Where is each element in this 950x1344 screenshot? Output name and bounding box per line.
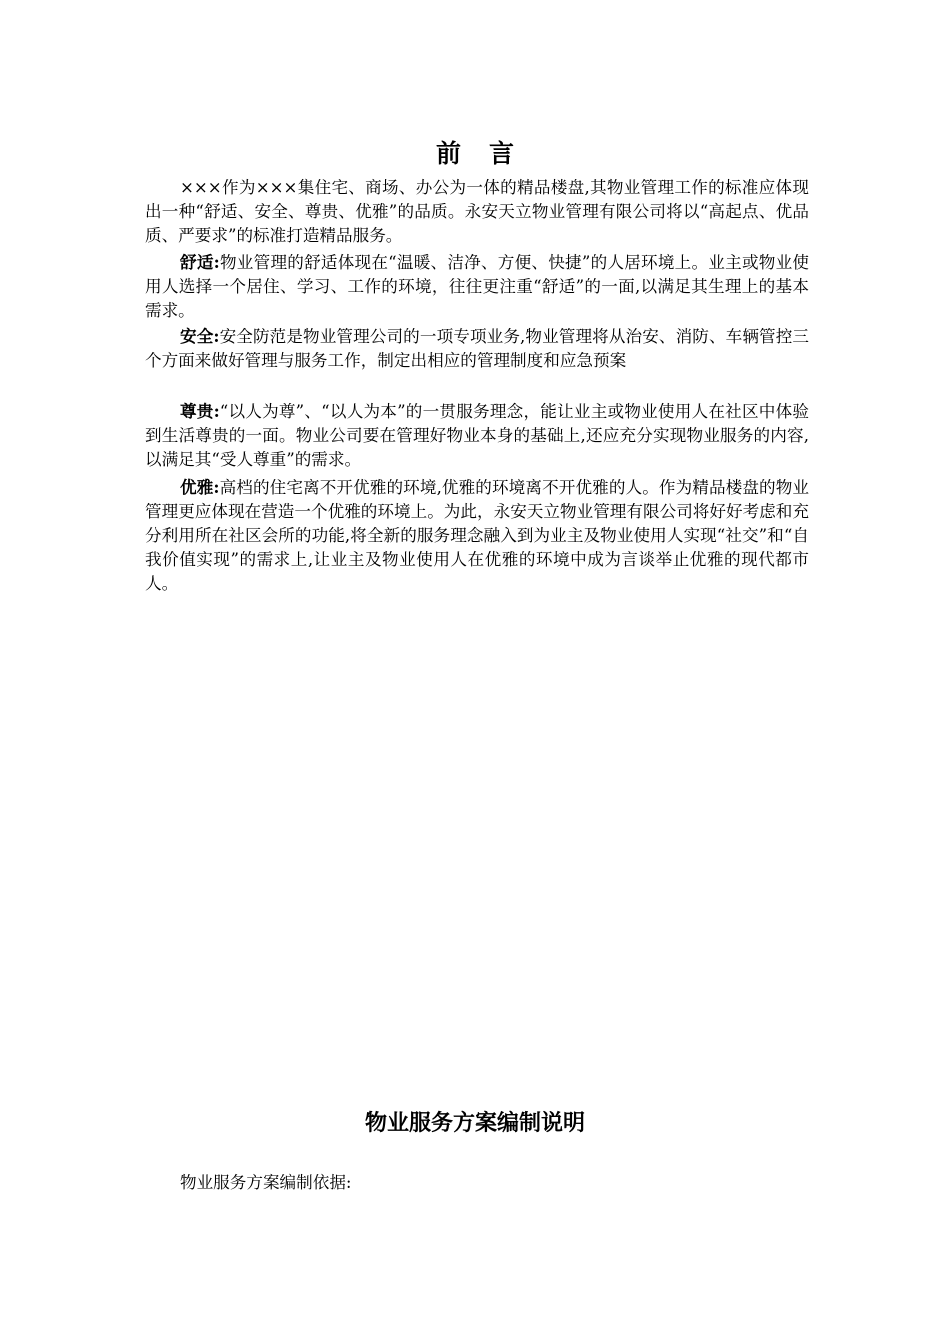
section-elegance: [145, 475, 809, 596]
section-comfort-term: 舒适:: [180, 252, 220, 272]
section-comfort: [145, 250, 809, 323]
section-comfort-paragraph: [145, 250, 809, 323]
preface-title: 前言: [435, 139, 542, 168]
section-safety-paragraph: [145, 324, 809, 373]
section-elegance-paragraph: [145, 475, 809, 596]
preface-intro-block: [145, 176, 809, 248]
section-honor-text: “以人为尊”、“以人为本”的一贯服务理念，能让业主或物业使用人在社区中体验到生活尊贵的一面。物业公司要在管理好物业本身的基础上,还应充分实现物业服务的内容,以满足其“受人尊重”的需求。: [145, 402, 809, 469]
plan-title: 物业服务方案编制说明: [364, 1110, 585, 1136]
plan-basis-block: [145, 1171, 809, 1195]
section-elegance-text: 高档的住宅离不开优雅的环境,优雅的环境离不开优雅的人。作为精品楼盘的物业管理更应体现在营造一个优雅的环境上。为此，永安天立物业管理有限公司将好好考虑和充分利用所在社区会所的功能,将全新的服务理念融入到为业主及物业使用人实现“社交”和“自我价值实现”的需求上,让业主及物业使用人在优雅的环境中成为言谈举止优雅的现代都市人。: [145, 478, 809, 593]
section-safety: [145, 324, 809, 373]
section-safety-term: 安全:: [180, 326, 220, 346]
section-honor-paragraph: [145, 399, 809, 472]
section-honor: [145, 399, 809, 472]
section-comfort-text: 物业管理的舒适体现在“温暖、洁净、方便、快捷”的人居环境上。业主或物业使用人选择一个居住、学习、工作的环境，往往更注重“舒适”的一面,以满足其生理上的基本需求。: [145, 253, 809, 320]
section-safety-text: 安全防范是物业管理公司的一项专项业务,物业管理将从治安、消防、车辆管控三个方面来做好管理与服务工作，制定出相应的管理制度和应急预案: [145, 327, 809, 370]
plan-basis-label: 物业服务方案编制依据:: [180, 1173, 352, 1192]
section-elegance-term: 优雅:: [180, 477, 220, 497]
section-honor-term: 尊贵:: [180, 401, 220, 421]
preface-intro-paragraph: ×××作为×××集住宅、商场、办公为一体的精品楼盘,其物业管理工作的标准应体现出一种“舒适、安全、尊贵、优雅”的品质。永安天立物业管理有限公司将以“高起点、优品质、严要求”的标准打造精品服务。: [145, 178, 809, 245]
